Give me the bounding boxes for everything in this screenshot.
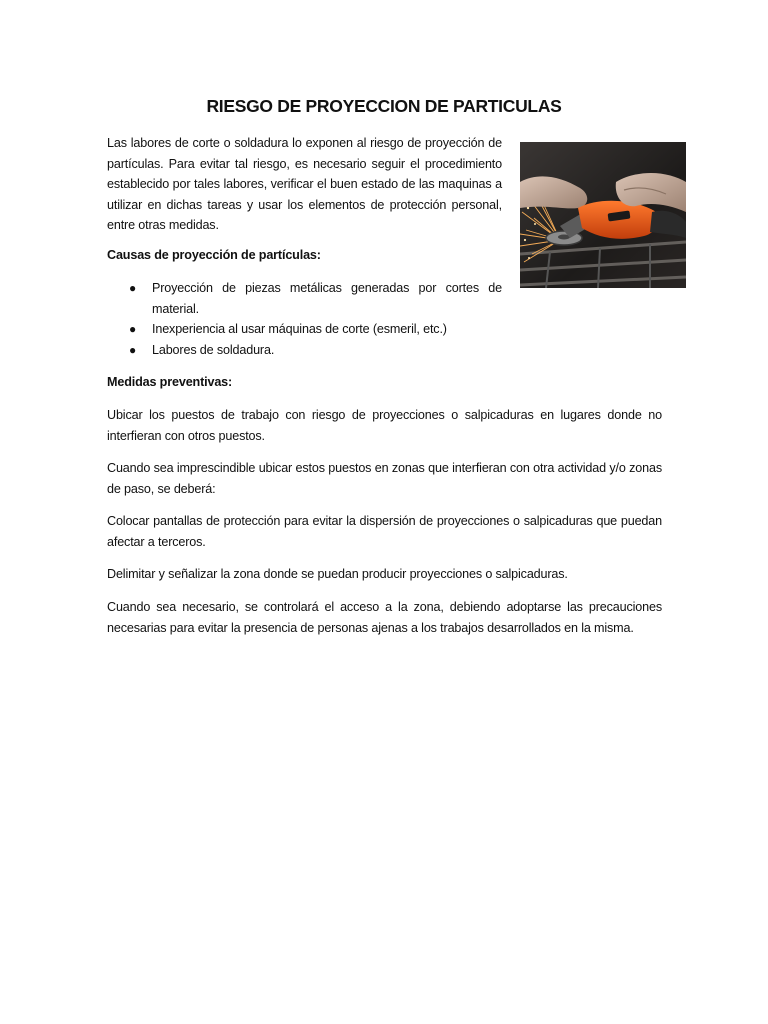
intro-paragraph: Las labores de corte o soldadura lo exponen al riesgo de proyección de partículas. Para evitar tal riesgo, es necesario seguir el procedimiento establecido por tales labores, verificar el buen estado de las maquinas a utilizar en dichas tareas y usar los elementos de protección personal, entre otras medidas. bbox=[107, 136, 502, 233]
grinder-illustration bbox=[520, 142, 686, 288]
list-item bbox=[107, 340, 502, 361]
list-item-text: Proyección de piezas metálicas generadas por cortes de material. bbox=[152, 281, 502, 316]
list-item bbox=[107, 278, 502, 319]
page-title: RIESGO DE PROYECCION DE PARTICULAS bbox=[206, 96, 562, 116]
grinder-photo bbox=[520, 142, 686, 288]
bullet-icon: ● bbox=[129, 342, 137, 357]
body-paragraph: Cuando sea necesario, se controlará el acceso a la zona, debiendo adoptarse las precauciones necesarias para evitar la presencia de personas ajenas a los trabajos desarrollados en la misma. bbox=[107, 600, 662, 635]
measures-heading: Medidas preventivas: bbox=[107, 375, 233, 389]
causes-list bbox=[107, 278, 502, 360]
list-item-text: Labores de soldadura. bbox=[152, 342, 275, 357]
causes-heading: Causas de proyección de partículas: bbox=[107, 248, 321, 262]
body-paragraph: Ubicar los puestos de trabajo con riesgo de proyecciones o salpicaduras en lugares donde no interfieran con otros puestos. bbox=[107, 408, 662, 443]
body-paragraph: Cuando sea imprescindible ubicar estos puestos en zonas que interfieran con otra actividad y/o zonas de paso, se deberá: bbox=[107, 461, 662, 496]
body-paragraph: Colocar pantallas de protección para evitar la dispersión de proyecciones o salpicaduras que puedan afectar a terceros. bbox=[107, 514, 662, 549]
list-item bbox=[107, 319, 502, 340]
bullet-icon: ● bbox=[129, 322, 137, 337]
list-item-text: Inexperiencia al usar máquinas de corte (esmeril, etc.) bbox=[152, 322, 447, 337]
bullet-icon: ● bbox=[129, 281, 137, 295]
body-paragraph: Delimitar y señalizar la zona donde se puedan producir proyecciones o salpicaduras. bbox=[107, 567, 568, 581]
